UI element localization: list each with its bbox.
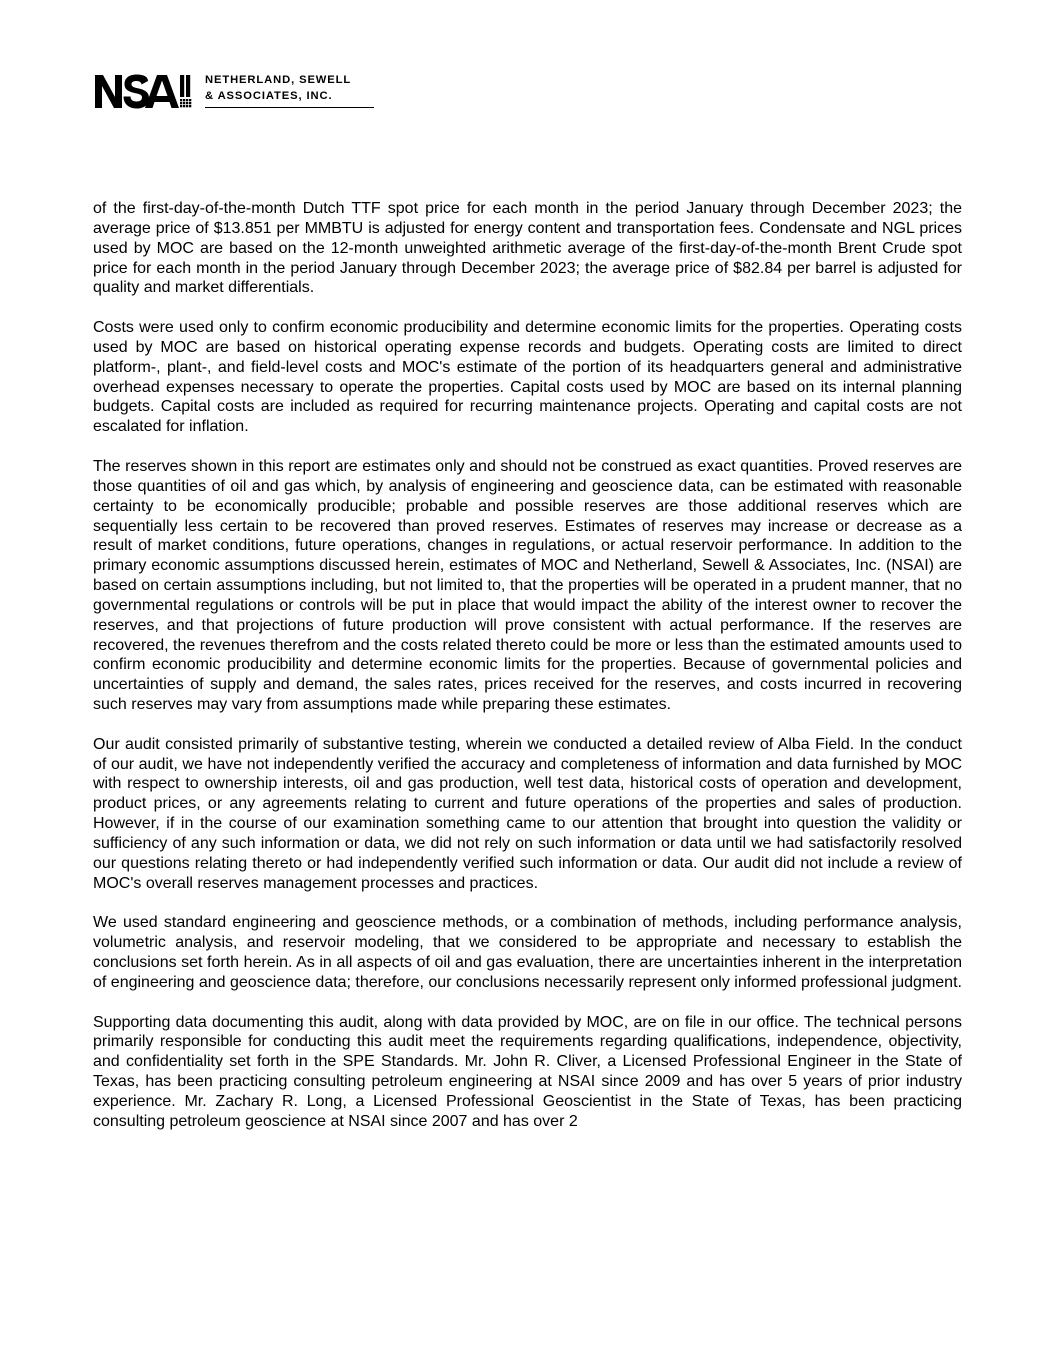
- paragraph-audit-scope: Our audit consisted primarily of substantive testing, wherein we conducted a detailed review of Alba Field. In the conduct of our audit, we have not independently verified the accuracy and completeness of information and data furnished by MOC with respect to ownership interests, oil and gas production, well test data, historical costs of operation and development, product prices, or any agreements relating to current and future operations of the properties and sales of production. However, if in the course of our examination something came to our attention that brought into question the validity or sufficiency of any such information or data, we did not rely on such information or data until we had satisfactorily resolved our questions relating thereto or had independently verified such information or data. Our audit did not include a review of MOC's overall reserves management processes and practices.: [93, 735, 962, 892]
- company-name-line-1: NETHERLAND, SEWELL: [205, 74, 352, 86]
- paragraph-methods: We used standard engineering and geoscience methods, or a combination of methods, including performance analysis, volumetric analysis, and reservoir modeling, that we considered to be appropriate and necessary to establish the conclusions set forth herein. As in all aspects of oil and gas evaluation, there are uncertainties inherent in the interpretation of engineering and geoscience data; therefore, our conclusions necessarily represent only informed professional judgment.: [93, 914, 962, 991]
- document-body: [93, 199, 962, 1152]
- paragraph-pricing: of the first-day-of-the-month Dutch TTF spot price for each month in the period January through December 2023; the average price of $13.851 per MMBTU is adjusted for energy content and transportation fees. Condensate and NGL prices used by MOC are based on the 12-month unweighted arithmetic average of the first-day-of-the-month Brent Crude spot price for each month in the period January through December 2023; the average price of $82.84 per barrel is adjusted for quality and market differentials.: [93, 200, 962, 297]
- company-name: [205, 73, 375, 104]
- nsai-logo: [95, 72, 205, 110]
- paragraph-costs: Costs were used only to confirm economic producibility and determine economic limits for the properties. Operating costs used by MOC are based on historical operating expense records and budgets. Operating costs are limited to direct platform-, plant-, and field-level costs and MOC's estimate of the portion of its headquarters general and administrative overhead expenses necessary to operate the properties. Capital costs used by MOC are based on its internal planning budgets. Capital costs are included as required for recurring maintenance projects. Operating and capital costs are not escalated for inflation.: [93, 319, 962, 436]
- company-name-line-2: & ASSOCIATES, INC.: [205, 89, 333, 102]
- letterhead: [95, 72, 385, 112]
- paragraph-reserves-estimates: The reserves shown in this report are estimates only and should not be construed as exact quantities. Proved reserves are those quantities of oil and gas which, by analysis of engineering and geoscience data, can be estimated with reasonable certainty to be economically producible; probable and possible reserves are those additional reserves which are sequentially less certain to be recovered than proved reserves. Estimates of reserves may increase or decrease as a result of market conditions, future operations, changes in regulations, or actual reservoir performance. In addition to the primary economic assumptions discussed herein, estimates of MOC and Netherland, Sewell & Associates, Inc. (NSAI) are based on certain assumptions including, but not limited to, that the properties will be operated in a prudent manner, that no governmental regulations or controls will be put in place that would impact the ability of the interest owner to recover the reserves, and that projections of future production will prove consistent with actual performance. If the reserves are recovered, the revenues therefrom and the costs related thereto could be more or less than the estimated amounts used to confirm economic producibility and determine economic limits for the properties. Because of governmental policies and uncertainties of supply and demand, the sales rates, prices received for the reserves, and costs incurred in recovering such reserves may vary from assumptions made while preparing these estimates.: [93, 457, 962, 714]
- letterhead-rule: [205, 107, 374, 108]
- paragraph-supporting-data: Supporting data documenting this audit, along with data provided by MOC, are on file in our office. The technical persons primarily responsible for conducting this audit meet the requirements regarding qualifications, independence, objectivity, and confidentiality set forth in the SPE Standards. Mr. John R. Cliver, a Licensed Professional Engineer in the State of Texas, has been practicing consulting petroleum engineering at NSAI since 2009 and has over 5 years of prior industry experience. Mr. Zachary R. Long, a Licensed Professional Geoscientist in the State of Texas, has been practicing consulting petroleum geoscience at NSAI since 2007 and has over 2: [93, 1013, 962, 1130]
